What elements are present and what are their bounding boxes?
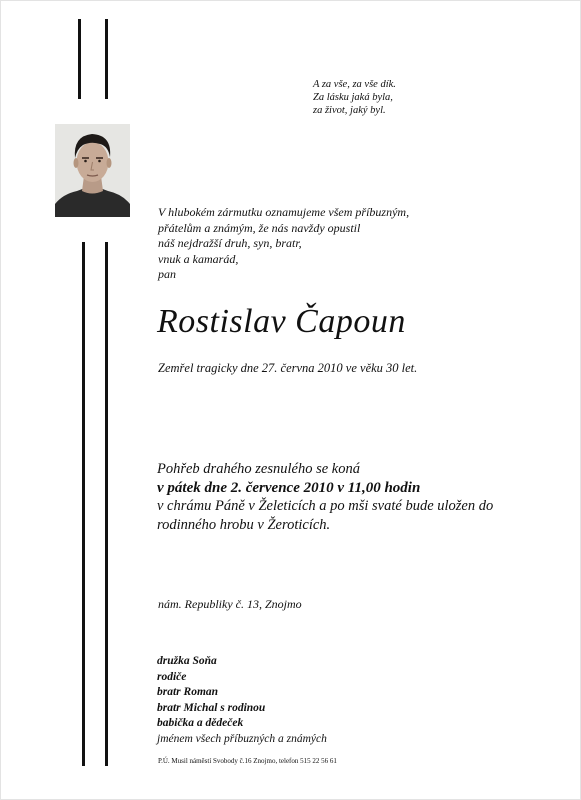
funeral-details bbox=[157, 460, 493, 534]
announcement-line: náš nejdražší druh, syn, bratr, bbox=[158, 236, 302, 250]
mourner-item: bratr Michal s rodinou bbox=[157, 701, 266, 714]
announcement-line: V hlubokém zármutku oznamujeme všem příbuzným, bbox=[158, 205, 410, 219]
announcement-line: vnuk a kamarád, bbox=[158, 251, 239, 266]
deceased-name: Rostislav Čapoun bbox=[157, 303, 406, 340]
funeral-place: v chrámu Páně v Želeticích a po mši svaté bude uložen do bbox=[157, 498, 494, 514]
death-announcement-text bbox=[158, 205, 409, 283]
mourner-item: družka Soňa bbox=[157, 655, 217, 667]
portrait-image bbox=[55, 124, 130, 217]
mourner-item: rodiče bbox=[157, 670, 187, 683]
motto-verse bbox=[313, 78, 396, 117]
motto-line: Za lásku jaká byla, bbox=[313, 92, 393, 103]
mourner-item: jménem všech příbuzných a známých bbox=[157, 732, 327, 745]
mourner-item: bratr Roman bbox=[157, 686, 219, 698]
motto-line: za život, jaký byl. bbox=[313, 105, 386, 116]
family-address: nám. Republiky č. 13, Znojmo bbox=[158, 597, 302, 611]
funeral-place: rodinného hrobu v Žeroticích. bbox=[157, 516, 331, 533]
mourning-line-bottom-left bbox=[82, 242, 85, 766]
mourning-line-top-left bbox=[78, 19, 81, 99]
mourning-line-bottom-right bbox=[105, 242, 108, 766]
funeral-intro: Pohřeb drahého zesnulého se koná bbox=[157, 461, 360, 477]
announcement-line: přátelům a známým, že nás navždy opustil bbox=[158, 220, 361, 235]
mourning-line-top-right bbox=[105, 19, 108, 99]
funeral-datetime: v pátek dne 2. července 2010 v 11,00 hodin bbox=[157, 479, 421, 496]
portrait-photo bbox=[55, 124, 130, 217]
mourner-item: babička a dědeček bbox=[157, 717, 244, 729]
motto-line: A za vše, za vše dík. bbox=[313, 79, 396, 90]
announcement-line: pan bbox=[158, 267, 176, 281]
death-info: Zemřel tragicky dne 27. června 2010 ve věku 30 let. bbox=[158, 361, 418, 375]
printer-imprint: P.Ú. Musil náměstí Svobody č.16 Znojmo, telefon 515 22 56 61 bbox=[158, 757, 337, 765]
mourners-list bbox=[157, 654, 327, 747]
